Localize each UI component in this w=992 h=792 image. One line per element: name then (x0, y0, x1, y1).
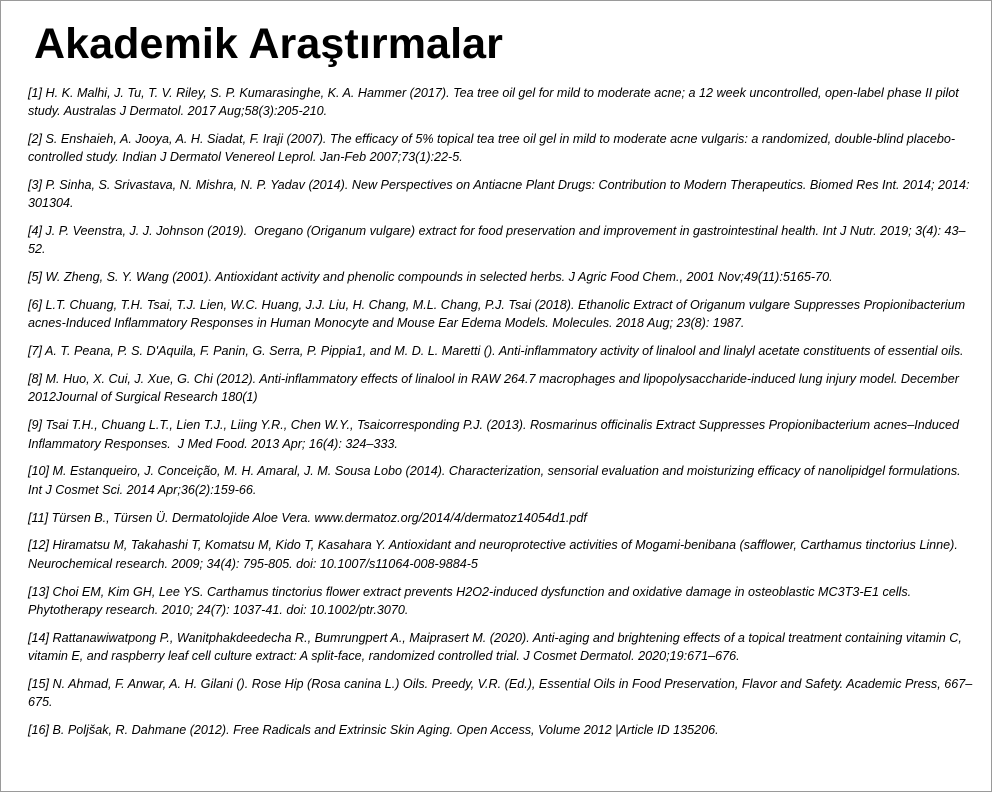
reference-item: [7] A. T. Peana, P. S. D'Aquila, F. Panin, G. Serra, P. Pippia1, and M. D. L. Maretti (). Anti-inflammatory activity of linalool and linalyl acetate constituents of essential oils. (28, 344, 964, 359)
reference-item: [12] Hiramatsu M, Takahashi T, Komatsu M, Kido T, Kasahara Y. Antioxidant and neuroprotective activities of Mogami-benibana (safflower, Carthamus tinctorius Linne). Neurochemical research. 2009; 34(4): 795-805. doi: 10.1007/s11064-008-9884-5 (28, 538, 962, 571)
reference-list (28, 84, 973, 749)
reference-item: [9] Tsai T.H., Chuang L.T., Lien T.J., Liing Y.R., Chen W.Y., Tsaicorresponding P.J. (2013). Rosmarinus officinalis Extract Suppresses Propionibacterium acnes–Induced Inflammatory Responses. J Med Food. 2013 Apr; 16(4): 324–333. (28, 418, 963, 451)
reference-item: [5] W. Zheng, S. Y. Wang (2001). Antioxidant activity and phenolic compounds in selected herbs. J Agric Food Chem., 2001 Nov;49(11):5165-70. (28, 270, 833, 285)
reference-item: [1] H. K. Malhi, J. Tu, T. V. Riley, S. P. Kumarasinghe, K. A. Hammer (2017). Tea tree oil gel for mild to moderate acne; a 12 week uncontrolled, open-label phase II pilot study. Australas J Dermatol. 2017 Aug;58(3):205-210. (28, 86, 963, 119)
reference-item: [14] Rattanawiwatpong P., Wanitphakdeedecha R., Bumrungpert A., Maiprasert M. (2020). Anti-aging and brightening effects of a topical treatment containing vitamin C, vitamin E, and raspberry leaf cell culture extract: A split-face, randomized controlled trial. J Cosmet Dermatol. 2020;19:671–676. (28, 630, 966, 663)
reference-item: [3] P. Sinha, S. Srivastava, N. Mishra, N. P. Yadav (2014). New Perspectives on Antiacne Plant Drugs: Contribution to Modern Therapeutics. Biomed Res Int. 2014; 2014: 301304. (28, 178, 974, 211)
reference-item: [4] J. P. Veenstra, J. J. Johnson (2019). Oregano (Origanum vulgare) extract for food preservation and improvement in gastrointestinal health. Int J Nutr. 2019; 3(4): 43–52. (28, 224, 966, 257)
reference-item: [15] N. Ahmad, F. Anwar, A. H. Gilani (). Rose Hip (Rosa canina L.) Oils. Preedy, V.R. (Ed.), Essential Oils in Food Preservation, Flavor and Safety. Academic Press, 667–675. (28, 676, 973, 709)
reference-item: [2] S. Enshaieh, A. Jooya, A. H. Siadat, F. Iraji (2007). The efficacy of 5% topical tea tree oil gel in mild to moderate acne vulgaris: a randomized, double-blind placebo-controlled study. Indian J Dermatol Venereol Leprol. Jan-Feb 2007;73(1):22-5. (28, 132, 956, 165)
reference-item: [6] L.T. Chuang, T.H. Tsai, T.J. Lien, W.C. Huang, J.J. Liu, H. Chang, M.L. Chang, P.J. Tsai (2018). Ethanolic Extract of Origanum vulgare Suppresses Propionibacterium acnes-Induced Inflammatory Responses in Human Monocyte and Mouse Ear Edema Models. Molecules. 2018 Aug; 23(8): 1987. (28, 298, 969, 331)
reference-item: [16] B. Poljšak, R. Dahmane (2012). Free Radicals and Extrinsic Skin Aging. Open Access, Volume 2012 |Article ID 135206. (28, 722, 719, 737)
reference-item: [11] Türsen B., Türsen Ü. Dermatolojide Aloe Vera. www.dermatoz.org/2014/4/dermatoz14054d1.pdf (28, 510, 587, 525)
reference-item: [10] M. Estanqueiro, J. Conceição, M. H. Amaral, J. M. Sousa Lobo (2014). Characterization, sensorial evaluation and moisturizing efficacy of nanolipidgel formulations. Int J Cosmet Sci. 2014 Apr;36(2):159-66. (28, 464, 965, 497)
page-title: Akademik Araştırmalar (34, 20, 503, 68)
reference-item: [8] M. Huo, X. Cui, J. Xue, G. Chi (2012). Anti-inflammatory effects of linalool in RAW 264.7 macrophages and lipopolysaccharide-induced lung injury model. December 2012Journal of Surgical Research 180(1) (28, 372, 963, 405)
reference-item: [13] Choi EM, Kim GH, Lee YS. Carthamus tinctorius flower extract prevents H2O2-induced dysfunction and oxidative damage in osteoblastic MC3T3-E1 cells. Phytotherapy research. 2010; 24(7): 1037-41. doi: 10.1002/ptr.3070. (28, 584, 915, 617)
